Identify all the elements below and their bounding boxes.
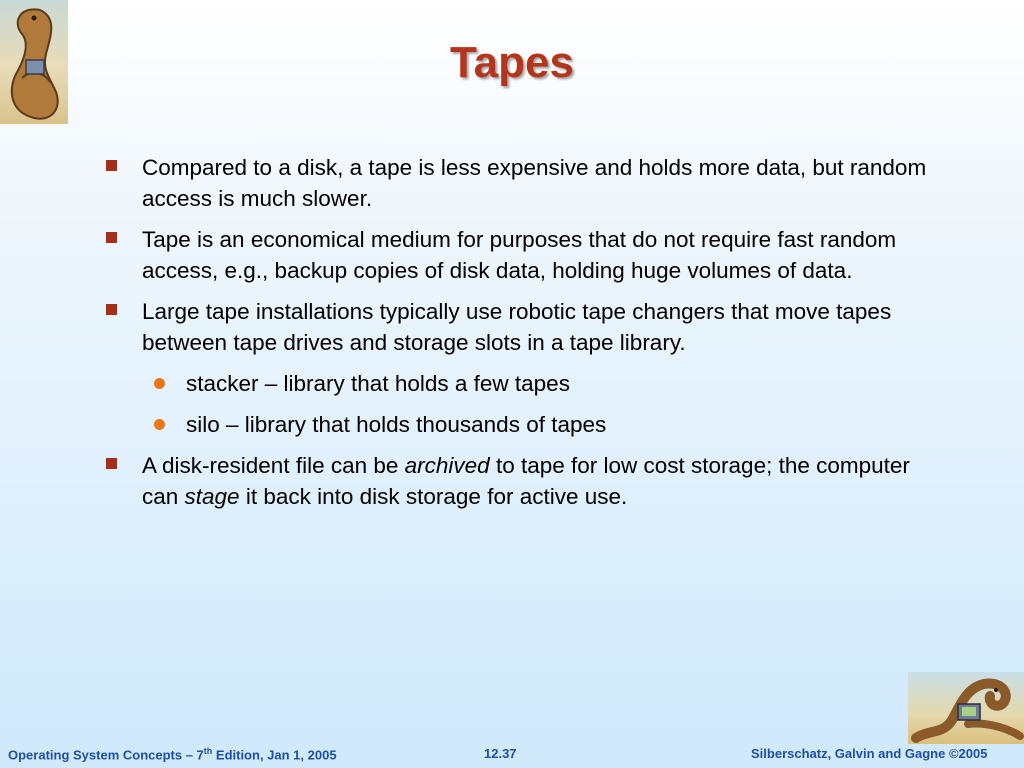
bullet-item xyxy=(100,296,930,358)
footer-book-date-text: Edition, Jan 1, 2005 xyxy=(212,747,337,763)
slide-body xyxy=(100,152,930,522)
circle-bullet-icon xyxy=(154,419,165,430)
footer-copyright: Silberschatz, Galvin and Gagne ©2005 xyxy=(751,746,988,761)
sub-bullet-item xyxy=(100,368,930,399)
bullet-item xyxy=(100,224,930,286)
emphasis-archived: archived xyxy=(404,453,490,478)
dinosaur-computer-icon xyxy=(908,672,1024,744)
footer-book-title xyxy=(8,746,337,762)
slide-title: Tapes xyxy=(450,38,574,87)
square-bullet-icon xyxy=(106,232,117,243)
footer-slide-number: 12.37 xyxy=(484,746,517,761)
bullet-text-part: A disk-resident file can be xyxy=(142,453,405,478)
sub-bullet-text: stacker – library that holds a few tapes xyxy=(186,371,570,396)
square-bullet-icon xyxy=(106,458,117,469)
emphasis-stage: stage xyxy=(184,484,240,509)
bullet-item xyxy=(100,450,930,512)
square-bullet-icon xyxy=(106,160,117,171)
bullet-text-part: to tape for low cost storage; the computer can xyxy=(142,453,910,509)
footer-book-title-text: Operating System Concepts – 7 xyxy=(8,747,204,763)
square-bullet-icon xyxy=(106,304,117,315)
bullet-item xyxy=(100,152,930,214)
bullet-text: Compared to a disk, a tape is less expensive and holds more data, but random access is much slower. xyxy=(142,155,927,211)
footer-edition-superscript: th xyxy=(203,746,213,756)
sub-bullet-item xyxy=(100,409,930,440)
bullet-text: Large tape installations typically use robotic tape changers that move tapes between tape drives and storage slots in a tape library. xyxy=(142,299,892,355)
bullet-text: Tape is an economical medium for purposes that do not require fast random access, e.g., backup copies of disk data, holding huge volumes of data. xyxy=(142,227,897,283)
bullet-text-part: it back into disk storage for active use. xyxy=(239,484,628,509)
circle-bullet-icon xyxy=(154,378,165,389)
sub-bullet-text: silo – library that holds thousands of tapes xyxy=(186,412,607,437)
